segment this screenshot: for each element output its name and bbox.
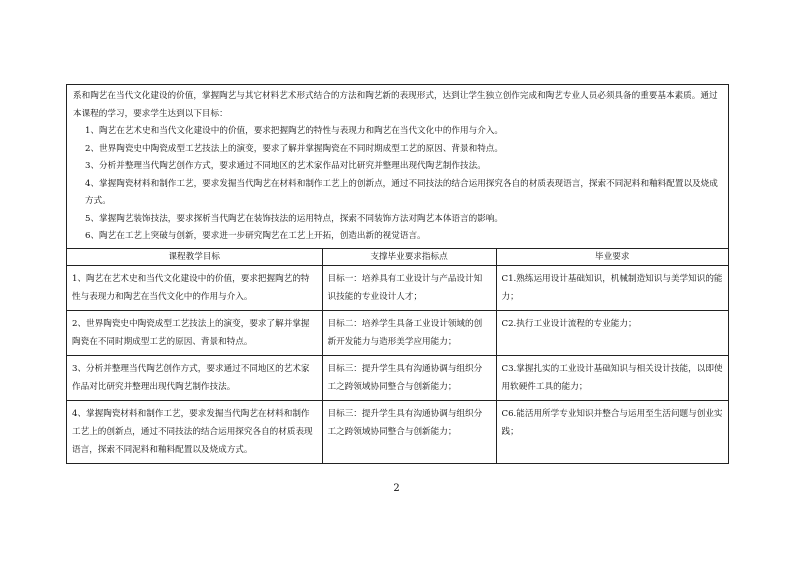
objective-item: 3、分析并整理当代陶艺创作方式，要求通过不同地区的艺术家作品对比研究并整理出现代陶艺制作技法。 [85, 161, 486, 171]
requirement-cell: C1.熟练运用设计基础知识，机械制造知识与美学知识的能力； [496, 265, 728, 310]
header-indicator: 支撑毕业要求指标点 [322, 249, 496, 266]
requirement-cell: C3.掌握扎实的工业设计基础知识与相关设计技能，以即使用软硬件工具的能力； [496, 355, 728, 400]
indicator-cell: 目标三：提升学生具有沟通协调与组织分工之跨领域协同整合与创新能力； [322, 355, 496, 400]
table-row [67, 400, 728, 463]
table-row [67, 355, 728, 400]
course-intro [67, 85, 728, 249]
header-requirement: 毕业要求 [496, 249, 728, 266]
requirement-cell: C2.执行工业设计流程的专业能力； [496, 310, 728, 355]
table-header-row [67, 249, 728, 266]
goal-cell: 2、世界陶瓷史中陶瓷成型工艺技法上的演变，要求了解并掌握陶瓷在不同时期成型工艺的原因、背景和特点。 [67, 310, 322, 355]
requirement-cell: C6.能活用所学专业知识并整合与运用至生活问题与创业实践； [496, 400, 728, 463]
objective-item: 6、陶艺在工艺上突破与创新，要求进一步研究陶艺在工艺上开拓，创造出新的视觉语言。 [85, 231, 426, 241]
intro-lead: 系和陶艺在当代文化建设的价值，掌握陶艺与其它材料艺术形式结合的方法和陶艺新的表现形式，达到让学生独立创作完成和陶艺专业人员必须具备的重要基本素质。通过本课程的学习，要求学生达到以下目标： [73, 91, 718, 119]
indicator-cell: 目标三：提升学生具有沟通协调与组织分工之跨领域协同整合与创新能力； [322, 400, 496, 463]
table-row [67, 265, 728, 310]
indicator-cell: 目标一：培养具有工业设计与产品设计知识技能的专业设计人才； [322, 265, 496, 310]
indicator-cell: 目标二：培养学生具备工业设计领域的创新开发能力与造形美学应用能力； [322, 310, 496, 355]
objective-item: 1、陶艺在艺术史和当代文化建设中的价值，要求把握陶艺的特性与表现力和陶艺在当代文化中的作用与介入。 [85, 126, 503, 136]
page-number: 2 [393, 483, 400, 494]
header-goal: 课程教学目标 [67, 249, 322, 266]
document-frame [66, 84, 729, 464]
objective-item: 4、掌握陶瓷材料和制作工艺，要求发掘当代陶艺在材料和制作工艺上的创新点，通过不同技法的结合运用探究各自的材质表现语言，探索不同泥料和釉料配置以及烧成方式。 [85, 178, 718, 206]
objective-item: 2、世界陶瓷史中陶瓷成型工艺技法上的演变，要求了解并掌握陶瓷在不同时期成型工艺的原因、背景和特点。 [85, 143, 503, 154]
goal-cell: 1、陶艺在艺术史和当代文化建设中的价值，要求把握陶艺的特性与表现力和陶艺在当代文化中的作用与介入。 [67, 265, 322, 310]
goal-cell: 4、掌握陶瓷材料和制作工艺，要求发掘当代陶艺在材料和制作工艺上的创新点，通过不同技法的结合运用探究各自的材质表现语言，探索不同泥料和釉料配置以及烧成方式。 [67, 400, 322, 463]
goal-cell: 3、分析并整理当代陶艺创作方式，要求通过不同地区的艺术家作品对比研究并整理出现代陶艺制作技法。 [67, 355, 322, 400]
objective-item: 5、掌握陶艺装饰技法，要求探析当代陶艺在装饰技法的运用特点，探索不同装饰方法对陶艺本体语言的影响。 [85, 213, 503, 224]
objectives-table [67, 249, 728, 463]
table-row [67, 310, 728, 355]
